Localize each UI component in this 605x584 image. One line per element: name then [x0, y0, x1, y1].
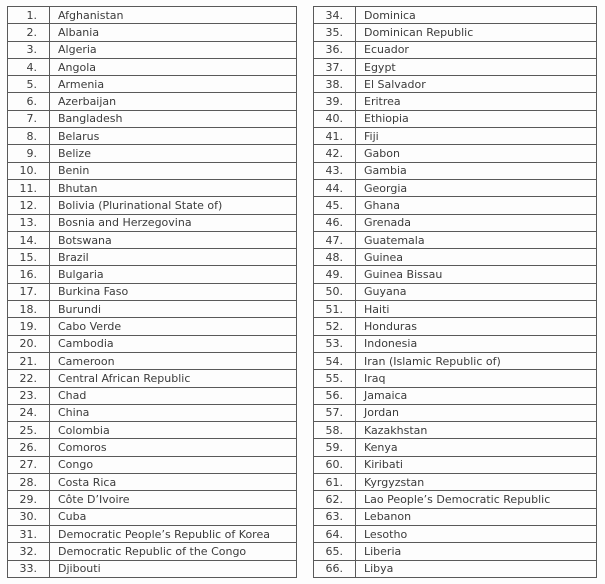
row-number: 18.	[8, 301, 50, 318]
table-row	[314, 318, 597, 335]
table-row	[314, 335, 597, 352]
row-number: 57.	[314, 404, 356, 421]
country-name: Lao People’s Democratic Republic	[356, 491, 597, 508]
row-number: 56.	[314, 387, 356, 404]
country-name: Comoros	[50, 439, 297, 456]
country-name: Gambia	[356, 162, 597, 179]
table-row	[8, 197, 297, 214]
row-number: 23.	[8, 387, 50, 404]
row-number: 11.	[8, 179, 50, 196]
table-row	[8, 491, 297, 508]
table-row	[8, 128, 297, 145]
table-row	[314, 266, 597, 283]
country-name: Honduras	[356, 318, 597, 335]
table-row	[8, 76, 297, 93]
row-number: 52.	[314, 318, 356, 335]
country-name: Botswana	[50, 231, 297, 248]
table-row	[8, 266, 297, 283]
row-number: 37.	[314, 58, 356, 75]
row-number: 22.	[8, 370, 50, 387]
table-row	[314, 110, 597, 127]
country-name: Gabon	[356, 145, 597, 162]
table-row	[8, 404, 297, 421]
table-row	[8, 318, 297, 335]
table-row	[314, 231, 597, 248]
row-number: 9.	[8, 145, 50, 162]
country-name: Dominican Republic	[356, 24, 597, 41]
country-name: Jordan	[356, 404, 597, 421]
table-row	[314, 560, 597, 578]
country-name: Guyana	[356, 283, 597, 300]
table-row	[314, 24, 597, 41]
country-name: Central African Republic	[50, 370, 297, 387]
country-name: Guatemala	[356, 231, 597, 248]
row-number: 4.	[8, 58, 50, 75]
country-name: Guinea	[356, 249, 597, 266]
row-number: 63.	[314, 508, 356, 525]
country-name: Kiribati	[356, 456, 597, 473]
country-name: Djibouti	[50, 560, 297, 578]
row-number: 35.	[314, 24, 356, 41]
row-number: 31.	[8, 525, 50, 542]
row-number: 24.	[8, 404, 50, 421]
row-number: 6.	[8, 93, 50, 110]
table-row	[314, 7, 597, 24]
country-name: Brazil	[50, 249, 297, 266]
country-name: Democratic Republic of the Congo	[50, 543, 297, 560]
country-name: Ghana	[356, 197, 597, 214]
table-row	[8, 145, 297, 162]
table-row	[8, 352, 297, 369]
country-name: Democratic People’s Republic of Korea	[50, 525, 297, 542]
row-number: 13.	[8, 214, 50, 231]
country-name: Cameroon	[50, 352, 297, 369]
row-number: 8.	[8, 128, 50, 145]
row-number: 20.	[8, 335, 50, 352]
row-number: 46.	[314, 214, 356, 231]
country-name: Chad	[50, 387, 297, 404]
country-name: Bangladesh	[50, 110, 297, 127]
country-name: Burkina Faso	[50, 283, 297, 300]
country-name: Lebanon	[356, 508, 597, 525]
row-number: 1.	[8, 7, 50, 24]
row-number: 15.	[8, 249, 50, 266]
country-name: Dominica	[356, 7, 597, 24]
row-number: 17.	[8, 283, 50, 300]
country-name: Cuba	[50, 508, 297, 525]
country-name: China	[50, 404, 297, 421]
country-name: Bhutan	[50, 179, 297, 196]
table-row	[314, 422, 597, 439]
row-number: 53.	[314, 335, 356, 352]
row-number: 45.	[314, 197, 356, 214]
table-row	[314, 128, 597, 145]
row-number: 50.	[314, 283, 356, 300]
row-number: 64.	[314, 525, 356, 542]
row-number: 19.	[8, 318, 50, 335]
row-number: 14.	[8, 231, 50, 248]
table-row	[314, 283, 597, 300]
table-row	[8, 370, 297, 387]
table-row	[8, 387, 297, 404]
country-table-body-right	[314, 7, 597, 578]
table-row	[314, 145, 597, 162]
country-name: Libya	[356, 560, 597, 578]
country-table-1-33	[7, 6, 297, 578]
country-name: Kyrgyzstan	[356, 474, 597, 491]
table-row	[8, 543, 297, 560]
country-name: Bosnia and Herzegovina	[50, 214, 297, 231]
row-number: 48.	[314, 249, 356, 266]
table-row	[8, 93, 297, 110]
table-row	[8, 508, 297, 525]
row-number: 33.	[8, 560, 50, 578]
row-number: 27.	[8, 456, 50, 473]
country-name: Bulgaria	[50, 266, 297, 283]
country-name: Ethiopia	[356, 110, 597, 127]
country-name: Iran (Islamic Republic of)	[356, 352, 597, 369]
country-name: Grenada	[356, 214, 597, 231]
country-name: Cambodia	[50, 335, 297, 352]
row-number: 47.	[314, 231, 356, 248]
country-name: Liberia	[356, 543, 597, 560]
table-row	[8, 162, 297, 179]
row-number: 55.	[314, 370, 356, 387]
table-row	[314, 456, 597, 473]
table-row	[8, 110, 297, 127]
row-number: 3.	[8, 41, 50, 58]
country-name: Iraq	[356, 370, 597, 387]
table-row	[8, 7, 297, 24]
country-name: Congo	[50, 456, 297, 473]
table-row	[314, 439, 597, 456]
country-name: Cabo Verde	[50, 318, 297, 335]
country-name: Angola	[50, 58, 297, 75]
country-name: Kazakhstan	[356, 422, 597, 439]
country-name: Benin	[50, 162, 297, 179]
table-row	[314, 41, 597, 58]
table-row	[8, 24, 297, 41]
table-row	[8, 439, 297, 456]
table-row	[8, 422, 297, 439]
row-number: 61.	[314, 474, 356, 491]
row-number: 12.	[8, 197, 50, 214]
row-number: 38.	[314, 76, 356, 93]
table-row	[8, 560, 297, 578]
country-name: Afghanistan	[50, 7, 297, 24]
country-name: Jamaica	[356, 387, 597, 404]
country-name: Georgia	[356, 179, 597, 196]
table-row	[8, 41, 297, 58]
row-number: 39.	[314, 93, 356, 110]
country-name: Ecuador	[356, 41, 597, 58]
table-row	[314, 491, 597, 508]
table-row	[314, 543, 597, 560]
table-row	[314, 370, 597, 387]
table-row	[314, 58, 597, 75]
country-name: Lesotho	[356, 525, 597, 542]
row-number: 5.	[8, 76, 50, 93]
country-name: Costa Rica	[50, 474, 297, 491]
table-row	[314, 93, 597, 110]
row-number: 62.	[314, 491, 356, 508]
country-name: Kenya	[356, 439, 597, 456]
table-row	[8, 301, 297, 318]
country-name: Indonesia	[356, 335, 597, 352]
country-name: Belarus	[50, 128, 297, 145]
country-name: El Salvador	[356, 76, 597, 93]
row-number: 30.	[8, 508, 50, 525]
table-row	[314, 301, 597, 318]
table-row	[8, 214, 297, 231]
table-row	[8, 249, 297, 266]
country-table-34-66	[313, 6, 597, 578]
table-row	[314, 474, 597, 491]
row-number: 25.	[8, 422, 50, 439]
row-number: 40.	[314, 110, 356, 127]
country-name: Belize	[50, 145, 297, 162]
row-number: 66.	[314, 560, 356, 578]
country-name: Bolivia (Plurinational State of)	[50, 197, 297, 214]
row-number: 16.	[8, 266, 50, 283]
row-number: 42.	[314, 145, 356, 162]
table-row	[314, 387, 597, 404]
country-name: Egypt	[356, 58, 597, 75]
country-name: Armenia	[50, 76, 297, 93]
table-row	[314, 162, 597, 179]
table-row	[314, 352, 597, 369]
row-number: 59.	[314, 439, 356, 456]
row-number: 21.	[8, 352, 50, 369]
row-number: 34.	[314, 7, 356, 24]
table-row	[314, 214, 597, 231]
table-row	[8, 456, 297, 473]
country-name: Colombia	[50, 422, 297, 439]
table-row	[314, 197, 597, 214]
row-number: 10.	[8, 162, 50, 179]
country-name: Haiti	[356, 301, 597, 318]
table-row	[8, 474, 297, 491]
table-row	[8, 525, 297, 542]
table-row	[8, 335, 297, 352]
table-row	[314, 179, 597, 196]
country-name: Albania	[50, 24, 297, 41]
row-number: 26.	[8, 439, 50, 456]
row-number: 54.	[314, 352, 356, 369]
country-name: Azerbaijan	[50, 93, 297, 110]
row-number: 51.	[314, 301, 356, 318]
row-number: 7.	[8, 110, 50, 127]
table-row	[8, 283, 297, 300]
row-number: 49.	[314, 266, 356, 283]
table-row	[314, 404, 597, 421]
table-row	[8, 231, 297, 248]
row-number: 32.	[8, 543, 50, 560]
country-name: Algeria	[50, 41, 297, 58]
row-number: 28.	[8, 474, 50, 491]
row-number: 41.	[314, 128, 356, 145]
country-name: Côte D’Ivoire	[50, 491, 297, 508]
table-row	[8, 58, 297, 75]
row-number: 43.	[314, 162, 356, 179]
country-table-body-left	[8, 7, 297, 578]
table-row	[314, 525, 597, 542]
country-name: Guinea Bissau	[356, 266, 597, 283]
table-row	[8, 179, 297, 196]
country-name: Fiji	[356, 128, 597, 145]
row-number: 58.	[314, 422, 356, 439]
row-number: 65.	[314, 543, 356, 560]
table-row	[314, 76, 597, 93]
country-name: Eritrea	[356, 93, 597, 110]
row-number: 29.	[8, 491, 50, 508]
row-number: 44.	[314, 179, 356, 196]
table-row	[314, 249, 597, 266]
table-row	[314, 508, 597, 525]
row-number: 60.	[314, 456, 356, 473]
row-number: 2.	[8, 24, 50, 41]
row-number: 36.	[314, 41, 356, 58]
country-name: Burundi	[50, 301, 297, 318]
